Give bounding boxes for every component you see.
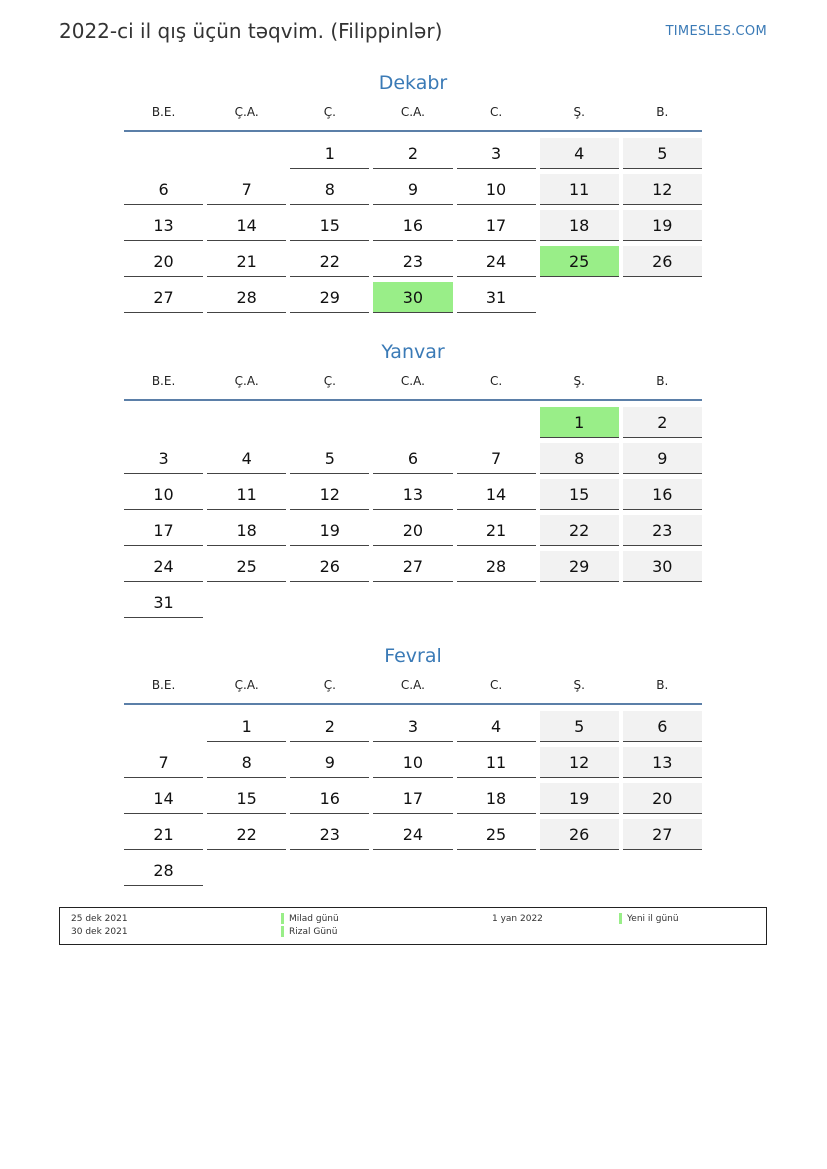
weekday-label: Ş. xyxy=(573,105,585,119)
day-cell xyxy=(122,477,205,513)
day-number: 23 xyxy=(290,819,369,850)
day-cell xyxy=(371,745,454,781)
day-cell xyxy=(122,513,205,549)
day-cell xyxy=(621,513,704,549)
day-cell xyxy=(288,172,371,208)
day-number: 30 xyxy=(623,551,702,582)
day-cell xyxy=(205,441,288,477)
weekday-label: Ç.A. xyxy=(234,678,259,692)
day-number: 6 xyxy=(373,443,452,474)
month-title: Yanvar xyxy=(381,341,445,363)
day-number: 27 xyxy=(373,551,452,582)
weekday-label: C.A. xyxy=(400,105,425,119)
day-number: 14 xyxy=(457,479,536,510)
day-cell xyxy=(122,172,205,208)
day-number: 28 xyxy=(124,855,203,886)
weekday-header xyxy=(122,373,704,399)
weekday-label: Ç.A. xyxy=(234,374,259,388)
day-number: 9 xyxy=(623,443,702,474)
day-number: 19 xyxy=(540,783,619,814)
day-cell xyxy=(621,208,704,244)
day-number: 25 xyxy=(457,819,536,850)
empty-day-cell xyxy=(455,405,538,441)
day-number: 12 xyxy=(290,479,369,510)
weekday-label: Ç. xyxy=(323,105,336,119)
day-cell xyxy=(371,477,454,513)
day-number: 21 xyxy=(124,819,203,850)
day-number: 24 xyxy=(457,246,536,277)
legend-entry xyxy=(281,926,339,939)
day-cell xyxy=(371,280,454,316)
day-number: 6 xyxy=(124,174,203,205)
day-number: 29 xyxy=(290,282,369,313)
day-number: 21 xyxy=(207,246,286,277)
weekday-label: C.A. xyxy=(400,374,425,388)
day-number: 12 xyxy=(540,747,619,778)
header-divider xyxy=(124,399,702,401)
empty-day-cell xyxy=(621,853,704,889)
day-number: 28 xyxy=(207,282,286,313)
day-cell xyxy=(455,817,538,853)
day-number: 14 xyxy=(207,210,286,241)
day-number: 20 xyxy=(373,515,452,546)
day-number: 20 xyxy=(124,246,203,277)
day-cell xyxy=(205,817,288,853)
day-cell xyxy=(288,280,371,316)
day-number: 24 xyxy=(373,819,452,850)
day-cell xyxy=(122,781,205,817)
day-number: 1 xyxy=(207,711,286,742)
day-number: 27 xyxy=(623,819,702,850)
day-number: 26 xyxy=(290,551,369,582)
weekday-label: Ç. xyxy=(323,374,336,388)
day-number: 15 xyxy=(290,210,369,241)
day-cell xyxy=(621,405,704,441)
day-number: 29 xyxy=(540,551,619,582)
day-number: 22 xyxy=(207,819,286,850)
empty-day-cell xyxy=(538,585,621,621)
day-cell xyxy=(538,244,621,280)
day-number: 31 xyxy=(124,587,203,618)
day-cell xyxy=(455,709,538,745)
legend-date: 30 dek 2021 xyxy=(71,927,128,937)
day-cell xyxy=(455,745,538,781)
holiday-swatch xyxy=(619,913,622,924)
weekday-label: Ç. xyxy=(323,678,336,692)
day-cell xyxy=(288,745,371,781)
day-number: 31 xyxy=(457,282,536,313)
day-number: 18 xyxy=(207,515,286,546)
day-cell xyxy=(455,280,538,316)
day-cell xyxy=(371,244,454,280)
day-number: 19 xyxy=(623,210,702,241)
legend-date: 1 yan 2022 xyxy=(492,914,543,924)
day-cell xyxy=(371,817,454,853)
day-number: 22 xyxy=(540,515,619,546)
day-cell xyxy=(538,208,621,244)
day-cell xyxy=(288,549,371,585)
day-number: 16 xyxy=(290,783,369,814)
day-number: 4 xyxy=(457,711,536,742)
empty-day-cell xyxy=(205,585,288,621)
empty-day-cell xyxy=(455,853,538,889)
day-cell xyxy=(538,781,621,817)
day-cell xyxy=(621,709,704,745)
day-number: 28 xyxy=(457,551,536,582)
day-cell xyxy=(371,136,454,172)
day-number: 7 xyxy=(457,443,536,474)
day-number: 10 xyxy=(124,479,203,510)
weekday-label: B. xyxy=(656,678,669,692)
day-cell xyxy=(371,441,454,477)
day-cell xyxy=(621,549,704,585)
day-number: 13 xyxy=(373,479,452,510)
day-cell xyxy=(122,817,205,853)
day-cell xyxy=(122,585,205,621)
day-number: 8 xyxy=(540,443,619,474)
day-number: 1 xyxy=(290,138,369,169)
day-cell xyxy=(538,549,621,585)
empty-day-cell xyxy=(371,853,454,889)
empty-day-cell xyxy=(122,136,205,172)
day-cell xyxy=(455,549,538,585)
day-cell xyxy=(455,477,538,513)
legend-dates-right xyxy=(492,913,543,926)
day-number: 2 xyxy=(290,711,369,742)
day-number: 3 xyxy=(124,443,203,474)
day-cell xyxy=(122,853,205,889)
weekday-header xyxy=(122,677,704,703)
day-number: 17 xyxy=(457,210,536,241)
day-cell xyxy=(371,781,454,817)
month-title: Fevral xyxy=(384,645,442,667)
day-number: 25 xyxy=(540,246,619,277)
weekday-header xyxy=(122,104,704,130)
day-cell xyxy=(288,781,371,817)
day-cell xyxy=(122,208,205,244)
month-december xyxy=(122,70,704,316)
day-cell xyxy=(122,745,205,781)
day-cell xyxy=(455,172,538,208)
day-number: 12 xyxy=(623,174,702,205)
day-number: 23 xyxy=(623,515,702,546)
day-number: 14 xyxy=(124,783,203,814)
day-cell xyxy=(455,513,538,549)
day-number: 21 xyxy=(457,515,536,546)
weekday-label: B. xyxy=(656,105,669,119)
day-number: 17 xyxy=(124,515,203,546)
day-number: 10 xyxy=(373,747,452,778)
day-cell xyxy=(205,513,288,549)
day-cell xyxy=(538,709,621,745)
day-cell xyxy=(288,513,371,549)
day-cell xyxy=(621,477,704,513)
empty-day-cell xyxy=(538,280,621,316)
day-cell xyxy=(122,244,205,280)
header-divider xyxy=(124,703,702,705)
day-cell xyxy=(288,244,371,280)
day-cell xyxy=(205,709,288,745)
day-cell xyxy=(205,549,288,585)
day-cell xyxy=(288,441,371,477)
legend-names-left xyxy=(281,913,339,939)
day-number: 20 xyxy=(623,783,702,814)
header-divider xyxy=(124,130,702,132)
day-cell xyxy=(205,244,288,280)
legend-holiday-name: Rizal Günü xyxy=(289,927,338,937)
legend-dates-left xyxy=(71,913,128,939)
day-number: 5 xyxy=(540,711,619,742)
day-number: 13 xyxy=(124,210,203,241)
day-cell xyxy=(205,477,288,513)
day-cell xyxy=(455,441,538,477)
empty-day-cell xyxy=(205,405,288,441)
empty-day-cell xyxy=(205,136,288,172)
day-cell xyxy=(122,280,205,316)
day-number: 7 xyxy=(124,747,203,778)
day-cell xyxy=(455,781,538,817)
day-cell xyxy=(371,709,454,745)
weekday-label: C. xyxy=(489,105,503,119)
day-number: 5 xyxy=(290,443,369,474)
day-number: 16 xyxy=(373,210,452,241)
weekday-label: B. xyxy=(656,374,669,388)
legend-date: 25 dek 2021 xyxy=(71,914,128,924)
legend-holiday-name: Yeni il günü xyxy=(627,914,679,924)
day-cell xyxy=(621,781,704,817)
day-number: 15 xyxy=(207,783,286,814)
brand-link[interactable]: TIMESLES.COM xyxy=(665,24,767,39)
day-cell xyxy=(621,172,704,208)
day-cell xyxy=(371,513,454,549)
day-grid xyxy=(122,405,704,621)
legend-names-right xyxy=(619,913,679,926)
day-number: 25 xyxy=(207,551,286,582)
day-cell xyxy=(205,781,288,817)
day-cell xyxy=(455,244,538,280)
day-cell xyxy=(621,817,704,853)
day-number: 11 xyxy=(457,747,536,778)
day-cell xyxy=(621,745,704,781)
day-cell xyxy=(538,513,621,549)
empty-day-cell xyxy=(205,853,288,889)
day-number: 4 xyxy=(207,443,286,474)
day-number: 6 xyxy=(623,711,702,742)
day-cell xyxy=(288,817,371,853)
day-cell xyxy=(288,709,371,745)
day-cell xyxy=(205,208,288,244)
empty-day-cell xyxy=(288,405,371,441)
day-cell xyxy=(205,745,288,781)
day-number: 9 xyxy=(290,747,369,778)
day-number: 17 xyxy=(373,783,452,814)
day-number: 19 xyxy=(290,515,369,546)
day-number: 2 xyxy=(373,138,452,169)
day-number: 18 xyxy=(457,783,536,814)
day-number: 4 xyxy=(540,138,619,169)
empty-day-cell xyxy=(621,585,704,621)
weekday-label: B.E. xyxy=(151,374,176,388)
legend-holiday-name: Milad günü xyxy=(289,914,339,924)
empty-day-cell xyxy=(538,853,621,889)
weekday-label: B.E. xyxy=(151,678,176,692)
day-number: 26 xyxy=(623,246,702,277)
day-number: 11 xyxy=(207,479,286,510)
day-cell xyxy=(538,745,621,781)
day-number: 7 xyxy=(207,174,286,205)
empty-day-cell xyxy=(122,709,205,745)
day-cell xyxy=(288,477,371,513)
day-cell xyxy=(538,136,621,172)
day-number: 26 xyxy=(540,819,619,850)
day-cell xyxy=(621,441,704,477)
day-number: 15 xyxy=(540,479,619,510)
empty-day-cell xyxy=(371,405,454,441)
page-title: 2022-ci il qış üçün təqvim. (Filippinlər) xyxy=(59,19,443,43)
day-number: 27 xyxy=(124,282,203,313)
month-title: Dekabr xyxy=(378,72,448,94)
day-number: 3 xyxy=(457,138,536,169)
day-number: 9 xyxy=(373,174,452,205)
day-number: 18 xyxy=(540,210,619,241)
weekday-label: Ç.A. xyxy=(234,105,259,119)
day-number: 13 xyxy=(623,747,702,778)
empty-day-cell xyxy=(288,585,371,621)
day-number: 30 xyxy=(373,282,452,313)
legend-entry xyxy=(619,913,679,926)
empty-day-cell xyxy=(371,585,454,621)
day-number: 5 xyxy=(623,138,702,169)
legend-entry xyxy=(281,913,339,926)
day-cell xyxy=(538,477,621,513)
holiday-legend xyxy=(59,907,767,945)
day-number: 2 xyxy=(623,407,702,438)
month-february xyxy=(122,643,704,889)
empty-day-cell xyxy=(122,405,205,441)
day-cell xyxy=(621,136,704,172)
day-grid xyxy=(122,709,704,889)
day-number: 10 xyxy=(457,174,536,205)
weekday-label: B.E. xyxy=(151,105,176,119)
day-cell xyxy=(455,136,538,172)
empty-day-cell xyxy=(621,280,704,316)
day-cell xyxy=(122,441,205,477)
day-number: 11 xyxy=(540,174,619,205)
day-cell xyxy=(205,172,288,208)
month-january xyxy=(122,339,704,621)
day-cell xyxy=(455,208,538,244)
day-cell xyxy=(205,280,288,316)
weekday-label: Ş. xyxy=(573,374,585,388)
day-cell xyxy=(288,136,371,172)
empty-day-cell xyxy=(288,853,371,889)
holiday-swatch xyxy=(281,926,284,937)
day-number: 22 xyxy=(290,246,369,277)
day-cell xyxy=(538,405,621,441)
day-cell xyxy=(122,549,205,585)
day-number: 16 xyxy=(623,479,702,510)
weekday-label: C. xyxy=(489,678,503,692)
day-cell xyxy=(538,817,621,853)
day-cell xyxy=(371,172,454,208)
day-cell xyxy=(371,549,454,585)
empty-day-cell xyxy=(455,585,538,621)
weekday-label: C. xyxy=(489,374,503,388)
day-number: 1 xyxy=(540,407,619,438)
day-number: 23 xyxy=(373,246,452,277)
day-number: 8 xyxy=(290,174,369,205)
weekday-label: C.A. xyxy=(400,678,425,692)
day-cell xyxy=(288,208,371,244)
day-number: 3 xyxy=(373,711,452,742)
holiday-swatch xyxy=(281,913,284,924)
day-cell xyxy=(371,208,454,244)
day-cell xyxy=(621,244,704,280)
day-number: 24 xyxy=(124,551,203,582)
day-cell xyxy=(538,172,621,208)
day-cell xyxy=(538,441,621,477)
day-grid xyxy=(122,136,704,316)
weekday-label: Ş. xyxy=(573,678,585,692)
day-number: 8 xyxy=(207,747,286,778)
